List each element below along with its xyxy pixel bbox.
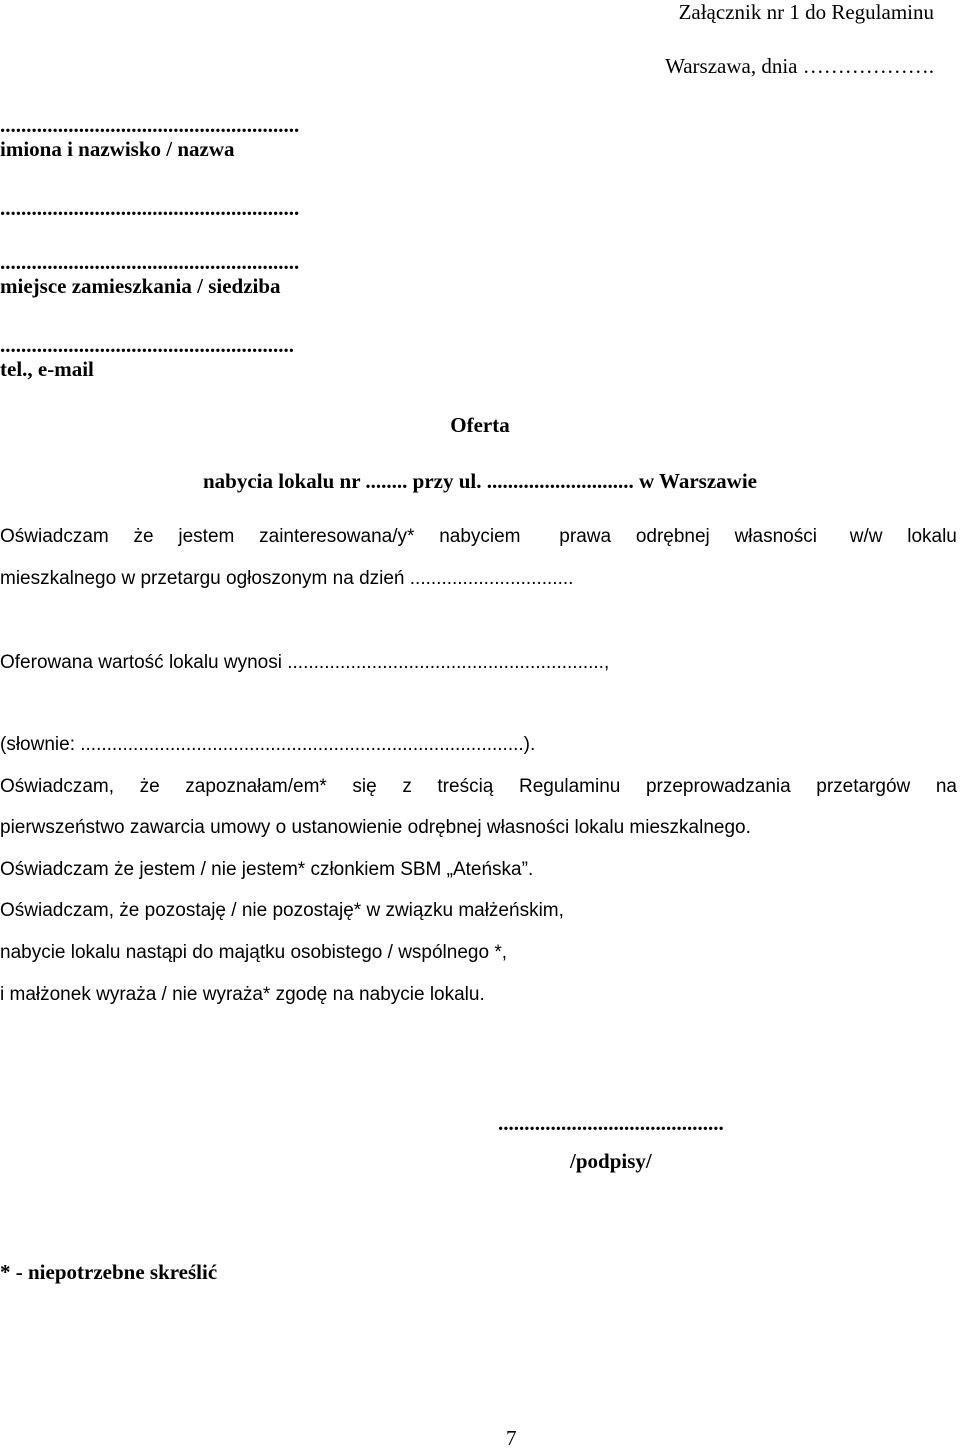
address-label: miejsce zamieszkania / siedziba xyxy=(0,274,281,298)
declaration-marital-line3: i małżonek wyraża / nie wyraża* zgodę na nabycie lokalu. xyxy=(0,984,485,1005)
offer-title: Oferta xyxy=(450,413,510,437)
declaration-marital-line2: nabycie lokalu nastąpi do majątku osobistego / wspólnego *, xyxy=(0,942,507,963)
declaration-marital-line1: Oświadczam, że pozostaję / nie pozostaję* w związku małżeńskim, xyxy=(0,900,564,921)
signature-label: /podpisy/ xyxy=(570,1149,652,1173)
signature-dots: ........................................... xyxy=(498,1111,724,1135)
offered-value: Oferowana wartość lokalu wynosi ............................................................, xyxy=(0,652,610,673)
declaration-regulations-line2: pierwszeństwo zawarcia umowy o ustanowienie odrębnej własności lokalu mieszkalnego. xyxy=(0,817,751,838)
offer-subtitle: nabycia lokalu nr ........ przy ul. ............................ w Warszawie xyxy=(202,469,757,493)
value-in-words: (słownie: ....................................................................................). xyxy=(0,734,536,755)
contact-dots: ........................................................ xyxy=(0,333,294,357)
declaration-regulations-line1: Oświadczam, że zapoznałam/em* się z treścią Regulaminu przeprowadzania przetargów na xyxy=(0,776,957,797)
place-date: Warszawa, dnia ………………. xyxy=(665,54,934,78)
annex-heading: Załącznik nr 1 do Regulaminu xyxy=(678,0,934,24)
declaration-membership: Oświadczam że jestem / nie jestem* członkiem SBM „Ateńska”. xyxy=(0,859,534,880)
declaration-interest-line2: mieszkalnego w przetargu ogłoszonym na dzień ............................... xyxy=(0,568,574,589)
footnote: * - niepotrzebne skreślić xyxy=(0,1260,218,1284)
name-label: imiona i nazwisko / nazwa xyxy=(0,137,235,161)
contact-label: tel., e-mail xyxy=(0,357,94,381)
page-number: 7 xyxy=(506,1426,517,1450)
address-dots-2: ......................................................... xyxy=(0,250,300,274)
address-dots-1: ......................................................... xyxy=(0,196,300,220)
declaration-interest-line1: Oświadczam że jestem zainteresowana/y* nabyciem prawa odrębnej własności w/w lokalu xyxy=(0,526,957,547)
name-dots: ......................................................... xyxy=(0,113,300,137)
